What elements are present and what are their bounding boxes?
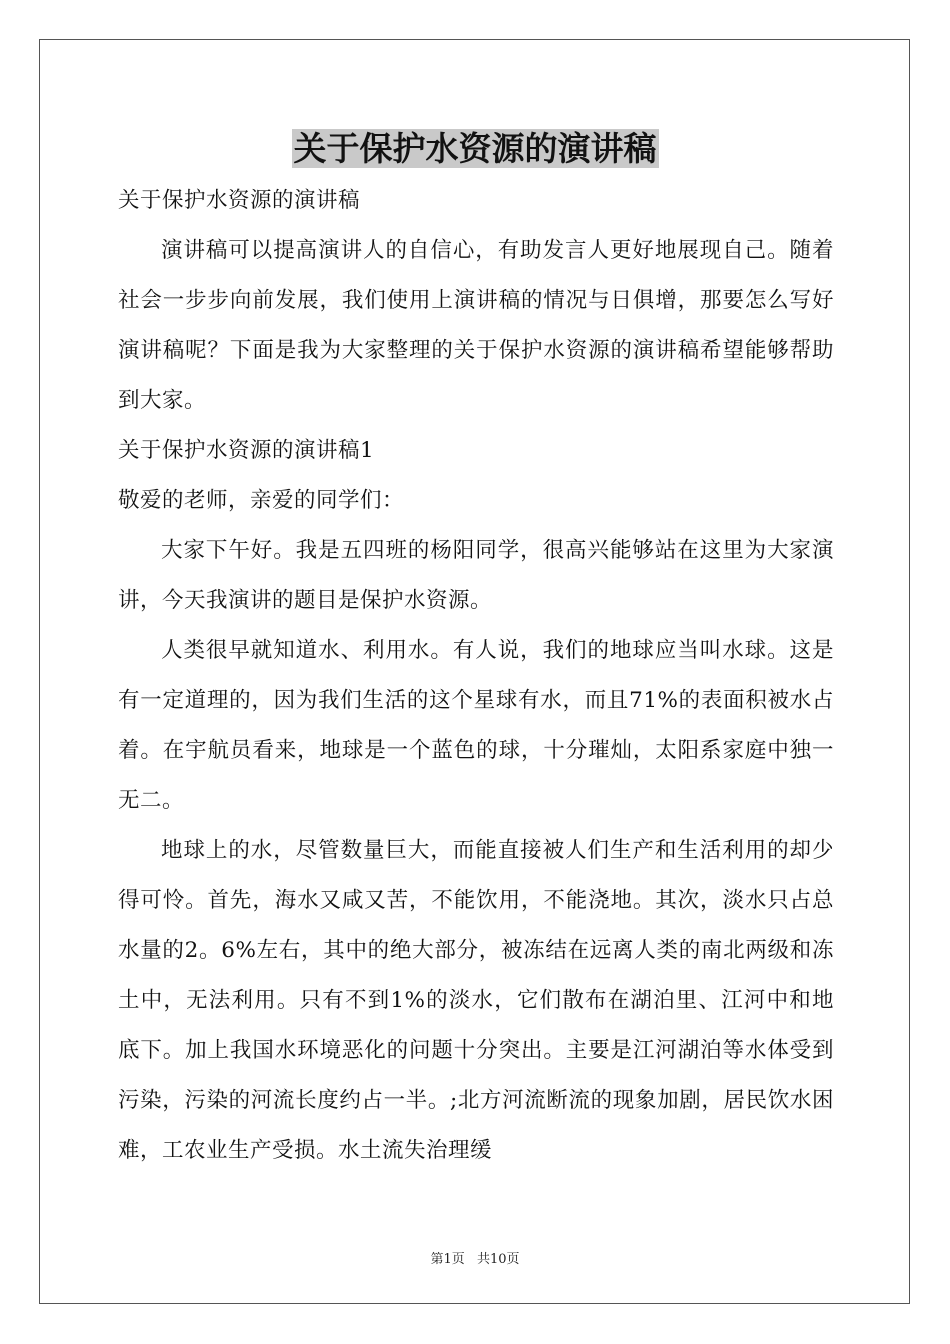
document-title-text: 关于保护水资源的演讲稿: [293, 129, 657, 168]
paragraph-salutation: 敬爱的老师，亲爱的同学们：: [118, 488, 405, 513]
document-title: [0, 124, 950, 174]
paragraph-greeting: 大家下午好。我是五四班的杨阳同学，很高兴能够站在这里为大家演讲，今天我演讲的题目是保护水资源。: [118, 538, 834, 613]
paragraph-subtitle: 关于保护水资源的演讲稿: [118, 188, 361, 213]
page-total: 共10页: [476, 1252, 520, 1267]
paragraph-fresh-water: 地球上的水，尽管数量巨大，而能直接被人们生产和生活利用的却少得可怜。首先，海水又咸又苦，不能饮用，不能浇地。其次，淡水只占总水量的2。6%左右，其中的绝大部分，被冻结在远离人类的南北两级和冻土中，无法利用。只有不到1%的淡水，它们散布在湖泊里、江河中和地底下。加上我国水环境恶化的问题十分突出。主要是江河湖泊等水体受到污染，污染的河流长度约占一半。;北方河流断流的现象加剧，居民饮水困难，工农业生产受损。水土流失治理缓: [118, 838, 834, 1163]
page-number: 第1页: [430, 1252, 465, 1267]
paragraph-water-planet: 人类很早就知道水、利用水。有人说，我们的地球应当叫水球。这是有一定道理的，因为我们生活的这个星球有水，而且71%的表面积被水占着。在宇航员看来，地球是一个蓝色的球，十分璀灿，太阳系家庭中独一无二。: [118, 638, 834, 813]
document-body: [118, 176, 834, 1176]
paragraph-section-heading: 关于保护水资源的演讲稿1: [118, 438, 375, 463]
paragraph-intro: 演讲稿可以提高演讲人的自信心，有助发言人更好地展现自己。随着社会一步步向前发展，我们使用上演讲稿的情况与日俱增，那要怎么写好演讲稿呢？下面是我为大家整理的关于保护水资源的演讲稿希望能够帮助到大家。: [118, 238, 834, 413]
page-footer: [0, 1248, 950, 1267]
